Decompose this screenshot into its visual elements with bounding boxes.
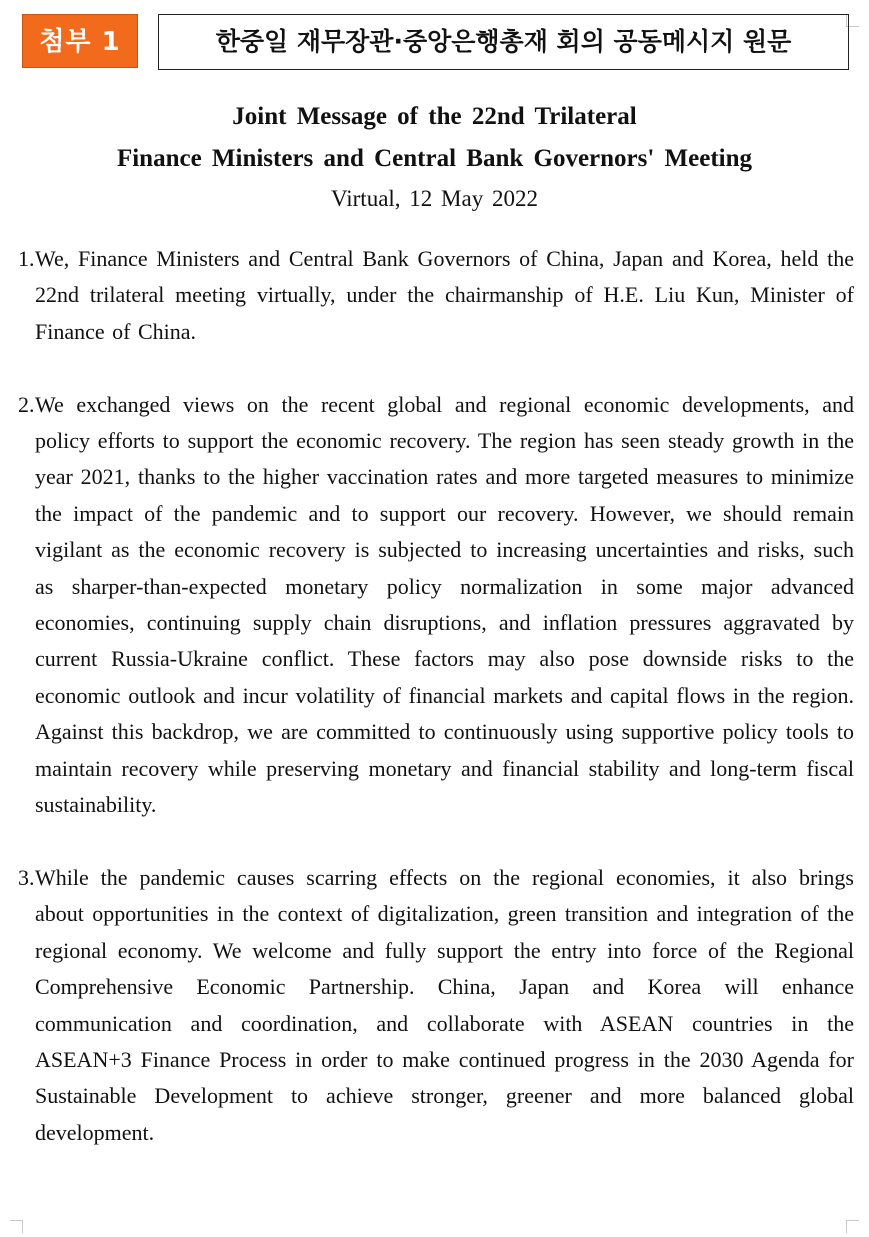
document-titles	[0, 96, 869, 218]
paragraph-text: We exchanged views on the recent global and regional economic developments, and policy efforts to support the economic recovery. The region has seen steady growth in the year 2021, thanks to the higher vaccination rates and more targeted measures to minimize the impact of the pandemic and to support our recovery. However, we should remain vigilant as the economic recovery is subjected to increasing uncertainties and risks, such as sharper-than-expected monetary policy normalization in some major advanced economies, continuing supply chain disruptions, and inflation pressures aggravated by current Russia-Ukraine conflict. These factors may also pose downside risks to the economic outlook and incur volatility of financial markets and capital flows in the region. Against this backdrop, we are committed to continuously using supportive policy tools to maintain recovery while preserving monetary and financial stability and long-term fiscal sustainability.	[35, 391, 854, 818]
page-corner-mark	[10, 1220, 23, 1233]
document-header	[22, 14, 849, 70]
header-title: 한중일 재무장관·중앙은행총재 회의 공동메시지 원문	[158, 14, 849, 70]
document-title-line-2: Finance Ministers and Central Bank Governors' Meeting	[116, 145, 753, 172]
paragraph-text: While the pandemic causes scarring effects on the regional economies, it also brings about opportunities in the context of digitalization, green transition and integration of the regional economy. We welcome and fully support the entry into force of the Regional Comprehensive Economic Partnership. China, Japan and Korea will enhance communication and coordination, and collaborate with ASEAN countries in the ASEAN+3 Finance Process in order to make continued progress in the 2030 Agenda for Sustainable Development to achieve stronger, greener and more balanced global development.	[35, 864, 854, 1145]
paragraph-2	[18, 387, 854, 824]
document-title-line-1: Joint Message of the 22nd Trilateral	[232, 103, 637, 130]
document-subtitle: Virtual, 12 May 2022	[331, 186, 538, 211]
paragraph-1	[18, 241, 854, 350]
attachment-badge: 첨부 1	[22, 14, 138, 68]
page-corner-mark	[846, 1220, 859, 1233]
document-body	[18, 241, 854, 1188]
paragraph-number: 1.	[18, 246, 35, 271]
paragraph-text: We, Finance Ministers and Central Bank Governors of China, Japan and Korea, held the 22nd trilateral meeting virtually, under the chairmanship of H.E. Liu Kun, Minister of Finance of China.	[35, 246, 854, 344]
paragraph-number: 3.	[18, 864, 35, 890]
paragraph-number: 2.	[18, 391, 35, 417]
paragraph-3	[18, 860, 854, 1151]
